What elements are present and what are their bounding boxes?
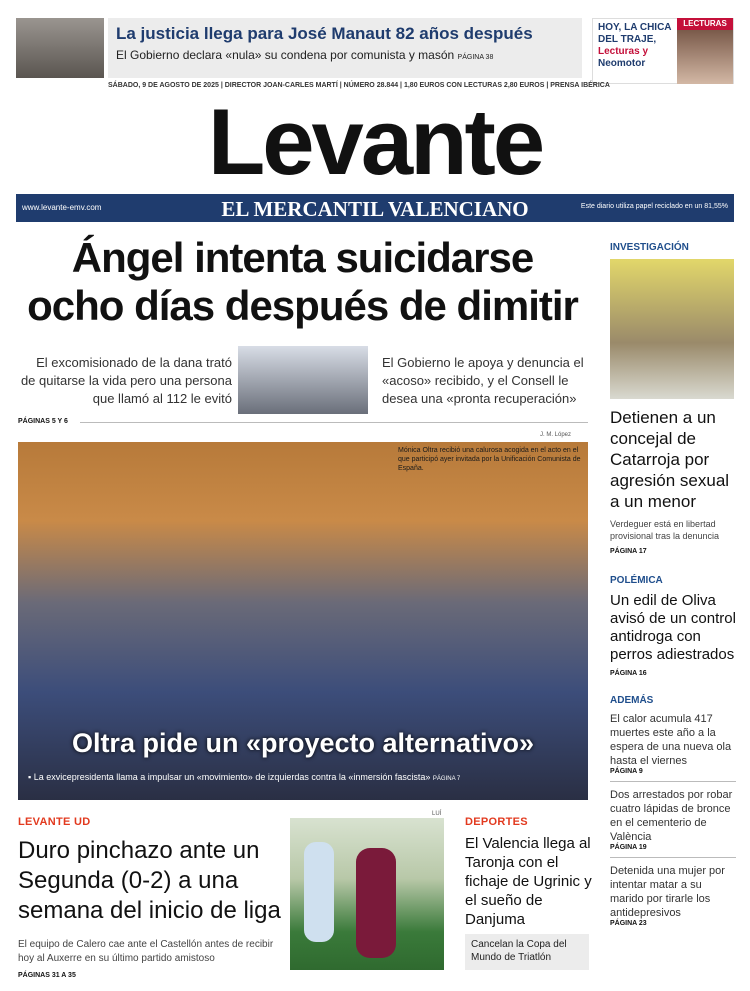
deportes-headline[interactable]: El Valencia llega al Taronja con el fichaje de Ugrinic y el sueño de Danjuma [465, 835, 592, 928]
promo-line4: Neomotor [598, 58, 646, 69]
brief3-text[interactable]: Detenida una mujer por intentar matar a su marido por tirarle los antidepresivos [610, 865, 725, 919]
oltra-subtext: La exvicepresidenta llama a impulsar un «movimiento» de izquierdas contra la «inmersión fascista» [33, 772, 431, 782]
masthead-title[interactable]: Levante [207, 89, 543, 194]
main-rule [80, 422, 588, 423]
date: SÁBADO, 9 DE AGOSTO DE 2025 [108, 82, 219, 89]
angel-photo [238, 346, 368, 414]
main-headline-line1: Ángel intenta suicidarse [71, 234, 534, 281]
promo-line1: HOY, LA CHICA [598, 22, 672, 33]
top-promo-page: PÁGINA 38 [457, 54, 494, 61]
masthead-subtitle: EL MERCANTIL VALENCIANO [221, 197, 529, 221]
story1-text: Verdeguer está en libertad provisional tras la denuncia [610, 519, 720, 541]
player-2 [356, 848, 396, 958]
main-headline[interactable] [10, 234, 595, 330]
photo-credit: J. M. López [540, 432, 572, 438]
main-headline-line2: ocho días después de dimitir [27, 282, 578, 329]
top-promo[interactable] [108, 18, 582, 78]
sports-headline[interactable]: Duro pinchazo ante un Segunda (0-2) a una semana del inicio de liga [18, 837, 281, 924]
deportes-box[interactable] [465, 934, 589, 970]
sidebar [610, 242, 736, 927]
brief-rule-2 [610, 857, 736, 858]
magazine-title: LECTURAS [683, 19, 727, 28]
brief-rule-1 [610, 781, 736, 782]
main-left-text: El excomisionado de la dana trató de quitarse la vida pero una persona que llamó al 112 le evitó [20, 355, 232, 406]
councillor-photo [610, 259, 734, 399]
main-pages: PÁGINAS 5 Y 6 [18, 418, 68, 425]
oltra-photo[interactable] [18, 442, 588, 800]
section-polemica: POLÉMICA [610, 575, 663, 586]
photo-caption: Mónica Oltra recibió una calurosa acogida en el acto en el que participó ayer invitada por la Unificación Comunista de España. [398, 447, 581, 472]
sports-photo-credit: LUÍ [432, 811, 442, 817]
section-ademas: ADEMÁS [610, 695, 654, 706]
story1-page: PÁGINA 17 [610, 548, 647, 555]
oltra-page: PÁGINA 7 [432, 776, 461, 782]
top-promo-subhead-row [116, 48, 574, 62]
section-deportes: DEPORTES [465, 816, 528, 828]
player-1 [304, 842, 334, 942]
portrait-photo [16, 18, 104, 78]
story2-page: PÁGINA 16 [610, 670, 647, 677]
story2-headline[interactable]: Un edil de Oliva avisó de un control antidroga con perros adiestrados [610, 592, 736, 663]
deportes-box-text: Cancelan la Copa del Mundo de Triatlón [471, 939, 567, 963]
section-levante-ud: LEVANTE UD [18, 816, 91, 828]
promo-line2: DEL TRAJE, [598, 34, 657, 45]
sports-text: El equipo de Calero cae ante el Castellón antes de recibir hoy al Auxerre en su último partido amistoso [18, 939, 274, 964]
price: 1,80 EUROS CON LECTURAS 2,80 EUROS [403, 82, 545, 89]
top-promo-subhead: El Gobierno declara «nula» su condena por comunista y masón [116, 48, 455, 62]
magazine-cover [677, 18, 733, 84]
paper-note: Este diario utiliza papel reciclado en un 81,55% [580, 203, 728, 210]
brief1-page: PÁGINA 9 [610, 768, 643, 775]
brief1-text[interactable]: El calor acumula 417 muertes este año a la espera de una nueva ola hasta el viernes [610, 713, 732, 767]
oltra-headline: Oltra pide un «proyecto alternativo» [71, 728, 535, 758]
main-right-text: El Gobierno le apoya y denuncia el «acoso» recibido, y el Consell le desea una «pronta recuperación» [382, 355, 584, 406]
brief2-text[interactable]: Dos arrestados por robar cuatro lápidas de bronce en el cementerio de València [610, 789, 733, 843]
promo-line3: Lecturas y [598, 46, 649, 57]
section-investigacion: INVESTIGACIÓN [610, 242, 689, 253]
brief2-page: PÁGINA 19 [610, 844, 647, 851]
issue-number: NÚMERO 28.844 [343, 82, 399, 89]
top-right-promo[interactable] [592, 18, 734, 84]
dateline: SÁBADO, 9 DE AGOSTO DE 2025 | DIRECTOR JOAN-CARLES MARTÍ | NÚMERO 28.844 | 1,80 EUROS CON LECTURAS 2,80 EUROS | PRENSA IBÉRICA [108, 82, 610, 89]
top-promo-headline: La justicia llega para José Manaut 82 años después [116, 24, 533, 43]
brief3-page: PÁGINA 23 [610, 920, 647, 927]
football-photo[interactable] [290, 818, 444, 970]
oltra-subtext-row: ▪ La exvicepresidenta llama a impulsar un «movimiento» de izquierdas contra la «inmersión fascista» PÁGINA 7 [28, 772, 461, 782]
media-group: PRENSA IBÉRICA [550, 82, 610, 89]
sports-pages: PÁGINAS 31 A 35 [18, 972, 76, 979]
website[interactable]: www.levante-emv.com [22, 203, 102, 212]
masthead-bar [16, 194, 734, 222]
story1-headline[interactable]: Detienen a un concejal de Catarroja por agresión sexual a un menor [610, 408, 730, 511]
director: DIRECTOR JOAN-CARLES MARTÍ [224, 82, 338, 89]
